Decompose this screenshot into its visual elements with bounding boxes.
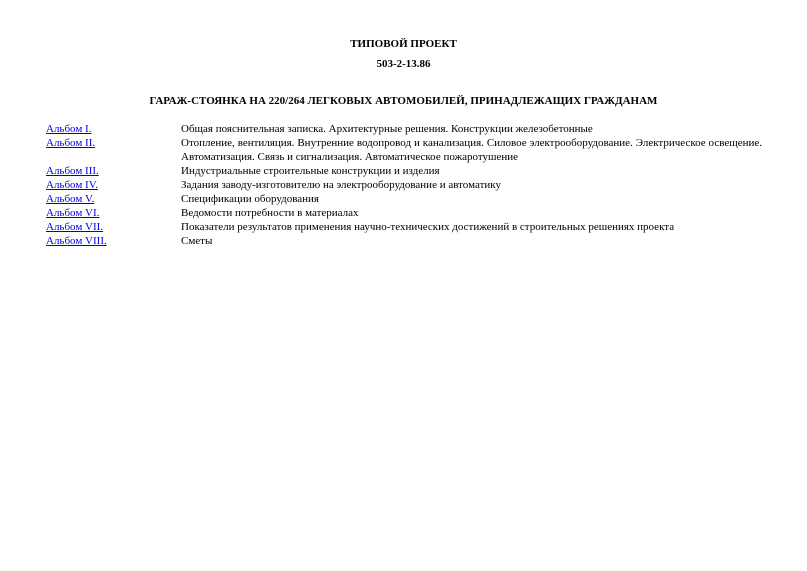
album-link-2[interactable]: Альбом II. bbox=[46, 137, 96, 149]
album-row bbox=[46, 136, 762, 164]
album-description: Отопление, вентиляция. Внутренние водопровод и канализация. Силовое электрооборудование. Электрическое освещение. Автоматизация. Связь и сигнализация. Автоматическое пожаротушение bbox=[181, 137, 762, 163]
album-description: Задания заводу-изготовителю на электрооборудование и автоматику bbox=[181, 179, 501, 191]
album-row bbox=[46, 234, 762, 248]
document-title: ГАРАЖ-СТОЯНКА НА 220/264 ЛЕГКОВЫХ АВТОМОБИЛЕЙ, ПРИНАДЛЕЖАЩИХ ГРАЖДАНАМ bbox=[149, 95, 658, 107]
album-description: Сметы bbox=[181, 235, 213, 247]
album-row bbox=[46, 192, 762, 206]
album-link-1[interactable]: Альбом I. bbox=[46, 123, 92, 135]
album-link-5[interactable]: Альбом V. bbox=[46, 193, 95, 205]
album-description: Индустриальные строительные конструкции и изделия bbox=[181, 165, 440, 177]
album-description: Спецификации оборудования bbox=[181, 193, 319, 205]
album-row bbox=[46, 122, 762, 136]
document-type-heading: ТИПОВОЙ ПРОЕКТ bbox=[350, 38, 457, 50]
album-link-8[interactable]: Альбом VIII. bbox=[46, 235, 107, 247]
album-link-7[interactable]: Альбом VII. bbox=[46, 221, 104, 233]
album-link-6[interactable]: Альбом VI. bbox=[46, 207, 100, 219]
album-link-3[interactable]: Альбом III. bbox=[46, 165, 99, 177]
albums-list bbox=[46, 122, 762, 248]
album-description: Общая пояснительная записка. Архитектурные решения. Конструкции железобетонные bbox=[181, 123, 593, 135]
document-code-heading: 503-2-13.86 bbox=[376, 58, 431, 70]
album-row bbox=[46, 220, 762, 234]
album-row bbox=[46, 206, 762, 220]
album-row bbox=[46, 164, 762, 178]
album-link-4[interactable]: Альбом IV. bbox=[46, 179, 98, 191]
album-row bbox=[46, 178, 762, 192]
album-description: Ведомости потребности в материалах bbox=[181, 207, 359, 219]
album-description: Показатели результатов применения научно-технических достижений в строительных решениях проекта bbox=[181, 221, 675, 233]
